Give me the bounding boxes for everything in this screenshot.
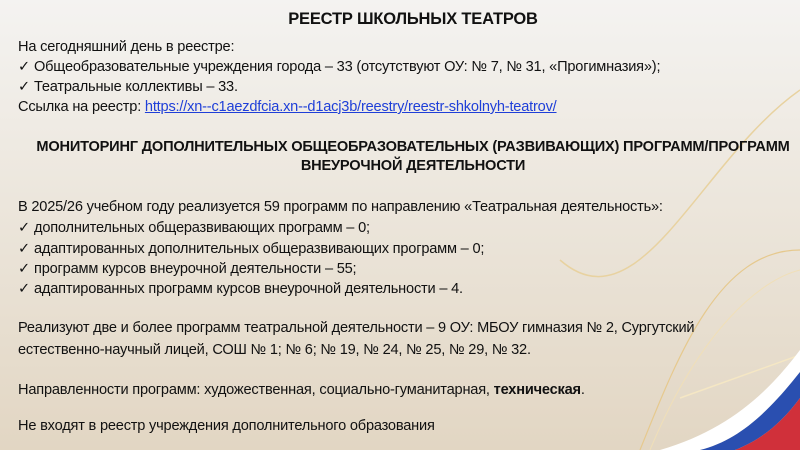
registry-link[interactable]: https://xn--c1aezdfcia.xn--d1acj3b/reestry/reestr-shkolnyh-teatrov/	[144, 99, 557, 115]
check-icon: ✓	[18, 241, 31, 257]
check-icon: ✓	[18, 59, 31, 75]
registry-link-line	[18, 98, 557, 116]
monitoring-intro: В 2025/26 учебном году реализуется 59 программ по направлению «Театральная деятельность»:	[18, 199, 663, 215]
check-icon: ✓	[18, 79, 31, 95]
page-title: РЕЕСТР ШКОЛЬНЫХ ТЕАТРОВ	[288, 10, 538, 28]
item-text: программ курсов внеурочной деятельности – 55;	[34, 261, 357, 277]
item-text: Театральные коллективы – 33.	[34, 79, 238, 95]
monitoring-heading-2: ВНЕУРОЧНОЙ ДЕЯТЕЛЬНОСТИ	[300, 158, 526, 174]
item-text: Общеобразовательные учреждения города – 33 (отсутствуют ОУ: № 7, № 31, «Прогимназия»);	[34, 59, 661, 75]
list-item	[18, 280, 463, 298]
list-item	[18, 58, 660, 76]
item-text: дополнительных общеразвивающих программ – 0;	[34, 220, 370, 236]
registry-intro: На сегодняшний день в реестре:	[18, 39, 235, 55]
check-icon: ✓	[18, 220, 31, 236]
list-item	[18, 78, 238, 96]
schools-line-2: естественно-научный лицей, СОШ № 1; № 6; № 19, № 24, № 25, № 29, № 32.	[18, 342, 531, 358]
schools-line-1: Реализуют две и более программ театральной деятельности – 9 ОУ: МБОУ гимназия № 2, Сургутский	[18, 320, 695, 336]
check-icon: ✓	[18, 281, 31, 297]
item-text: адаптированных дополнительных общеразвивающих программ – 0;	[34, 241, 485, 257]
directions-bold: техническая	[493, 382, 581, 398]
item-text: адаптированных программ курсов внеурочной деятельности – 4.	[34, 281, 463, 297]
monitoring-heading: МОНИТОРИНГ ДОПОЛНИТЕЛЬНЫХ ОБЩЕОБРАЗОВАТЕЛЬНЫХ (РАЗВИВАЮЩИХ) ПРОГРАММ/ПРОГРАММ	[36, 139, 790, 155]
link-label: Ссылка на реестр:	[18, 99, 145, 115]
note-line: Не входят в реестр учреждения дополнительного образования	[18, 418, 435, 434]
directions-line	[18, 381, 585, 399]
directions-suffix: .	[580, 382, 585, 398]
check-icon: ✓	[18, 261, 31, 277]
directions-text: Направленности программ: художественная, социально-гуманитарная,	[18, 382, 494, 398]
list-item	[18, 260, 356, 278]
list-item	[18, 240, 484, 258]
list-item	[18, 219, 370, 237]
